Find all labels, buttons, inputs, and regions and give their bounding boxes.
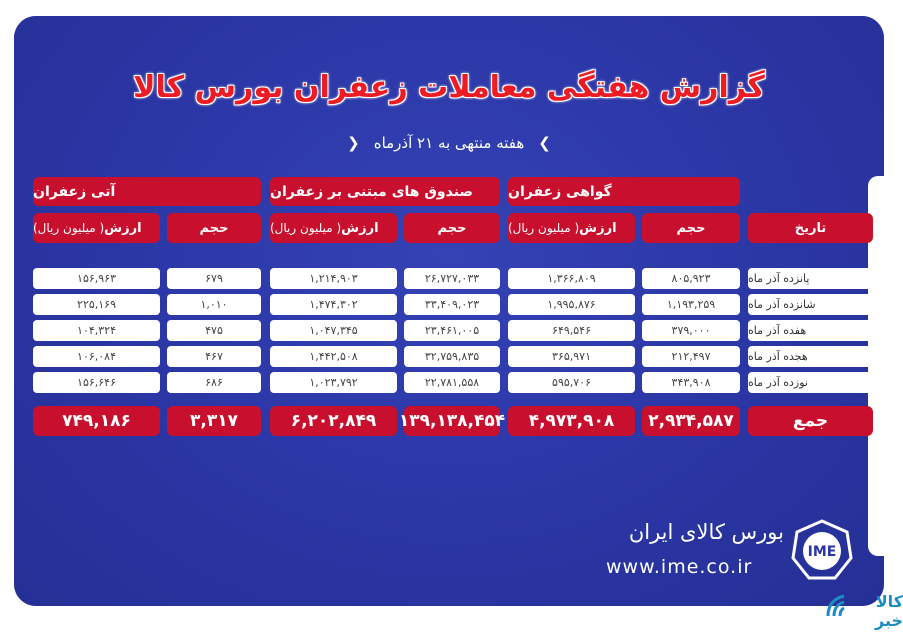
table-cell-ati-val: ۱۰۶,۰۸۴ [33,346,160,367]
col-header-govahi-volume: حجم [642,213,740,243]
table-cell-gov-val: ۵۹۵,۷۰۶ [508,372,635,393]
table-cell-ati-val: ۱۵۶,۹۶۳ [33,268,160,289]
chevron-right-icon: ❯ [538,134,551,152]
col-header-date: تاریخ [748,213,873,243]
group-header-ati: آتی زعفران [33,177,261,206]
table-cell-date: هفده آذر ماه [748,320,873,341]
total-ati-volume: ۳,۳۱۷ [167,406,261,436]
total-govahi-volume: ۲,۹۳۴,۵۸۷ [642,406,740,436]
total-sandogh-volume: ۱۳۹,۱۳۸,۴۵۴ [404,406,500,436]
table-cell-gov-vol: ۳۷۹,۰۰۰ [642,320,740,341]
col-header-ati-value: ارزش ( میلیون ریال) [33,213,160,243]
total-label: جمع [748,406,873,436]
ime-logo-icon [790,518,854,582]
table-cell-ati-vol: ۶۷۹ [167,268,261,289]
col-header-sandogh-value: ارزش ( میلیون ریال) [270,213,397,243]
brand-name: بورس کالای ایران [628,520,784,544]
total-ati-value: ۷۴۹,۱۸۶ [33,406,160,436]
total-sandogh-value: ۶,۲۰۲,۸۴۹ [270,406,397,436]
report-title: گزارش هفتگی معاملات زعفران بورس کالا [133,70,765,105]
table-cell-gov-vol: ۲۱۲,۴۹۷ [642,346,740,367]
table-cell-date: پانزده آذر ماه [748,268,873,289]
table-cell-san-vol: ۲۶,۷۲۷,۰۳۳ [404,268,500,289]
table-cell-san-val: ۱,۴۴۲,۵۰۸ [270,346,397,367]
table-cell-san-vol: ۳۲,۷۵۹,۸۳۵ [404,346,500,367]
watermark-text: کالا خبر [874,592,903,630]
group-header-sandogh: صندوق های مبتنی بر زعفران [270,177,500,206]
col-header-ati-volume: حجم [167,213,261,243]
table-cell-san-val: ۱,۴۷۴,۳۰۲ [270,294,397,315]
table-cell-ati-vol: ۴۷۵ [167,320,261,341]
table-cell-gov-val: ۱,۹۹۵,۸۷۶ [508,294,635,315]
col-header-sandogh-volume: حجم [404,213,500,243]
chevron-left-icon: ❮ [347,134,360,152]
brand-url: www.ime.co.ir [606,556,753,578]
table-cell-ati-val: ۲۲۵,۱۶۹ [33,294,160,315]
table-cell-gov-vol: ۱,۱۹۳,۲۵۹ [642,294,740,315]
table-cell-date: هجده آذر ماه [748,346,873,367]
table-cell-gov-vol: ۸۰۵,۹۲۳ [642,268,740,289]
report-subtitle [14,134,884,152]
table-cell-gov-val: ۶۴۹,۵۴۶ [508,320,635,341]
table-cell-gov-val: ۳۶۵,۹۷۱ [508,346,635,367]
table-cell-ati-val: ۱۵۶,۶۴۶ [33,372,160,393]
table-cell-ati-val: ۱۰۴,۳۲۴ [33,320,160,341]
table-cell-ati-vol: ۴۶۷ [167,346,261,367]
table-cell-gov-val: ۱,۳۶۶,۸۰۹ [508,268,635,289]
table-cell-san-val: ۱,۲۱۴,۹۰۳ [270,268,397,289]
table-cell-san-vol: ۳۳,۴۰۹,۰۲۳ [404,294,500,315]
table-cell-san-vol: ۲۳,۴۶۱,۰۰۵ [404,320,500,341]
table-cell-ati-vol: ۶۸۶ [167,372,261,393]
table-cell-gov-vol: ۳۴۳,۹۰۸ [642,372,740,393]
logo-text: IME [807,544,837,560]
table-cell-date: شانزده آذر ماه [748,294,873,315]
subtitle-text: هفته منتهی به ۲۱ آذرماه [373,134,525,152]
total-govahi-value: ۴,۹۷۳,۹۰۸ [508,406,635,436]
table-cell-date: نوزده آذر ماه [748,372,873,393]
table-cell-san-val: ۱,۰۲۳,۷۹۲ [270,372,397,393]
table-cell-san-val: ۱,۰۴۷,۳۴۵ [270,320,397,341]
table-cell-ati-vol: ۱,۰۱۰ [167,294,261,315]
col-header-govahi-value: ارزش ( میلیون ریال) [508,213,635,243]
group-header-govahi: گواهی زعفران [508,177,740,206]
table-cell-san-vol: ۲۲,۷۸۱,۵۵۸ [404,372,500,393]
